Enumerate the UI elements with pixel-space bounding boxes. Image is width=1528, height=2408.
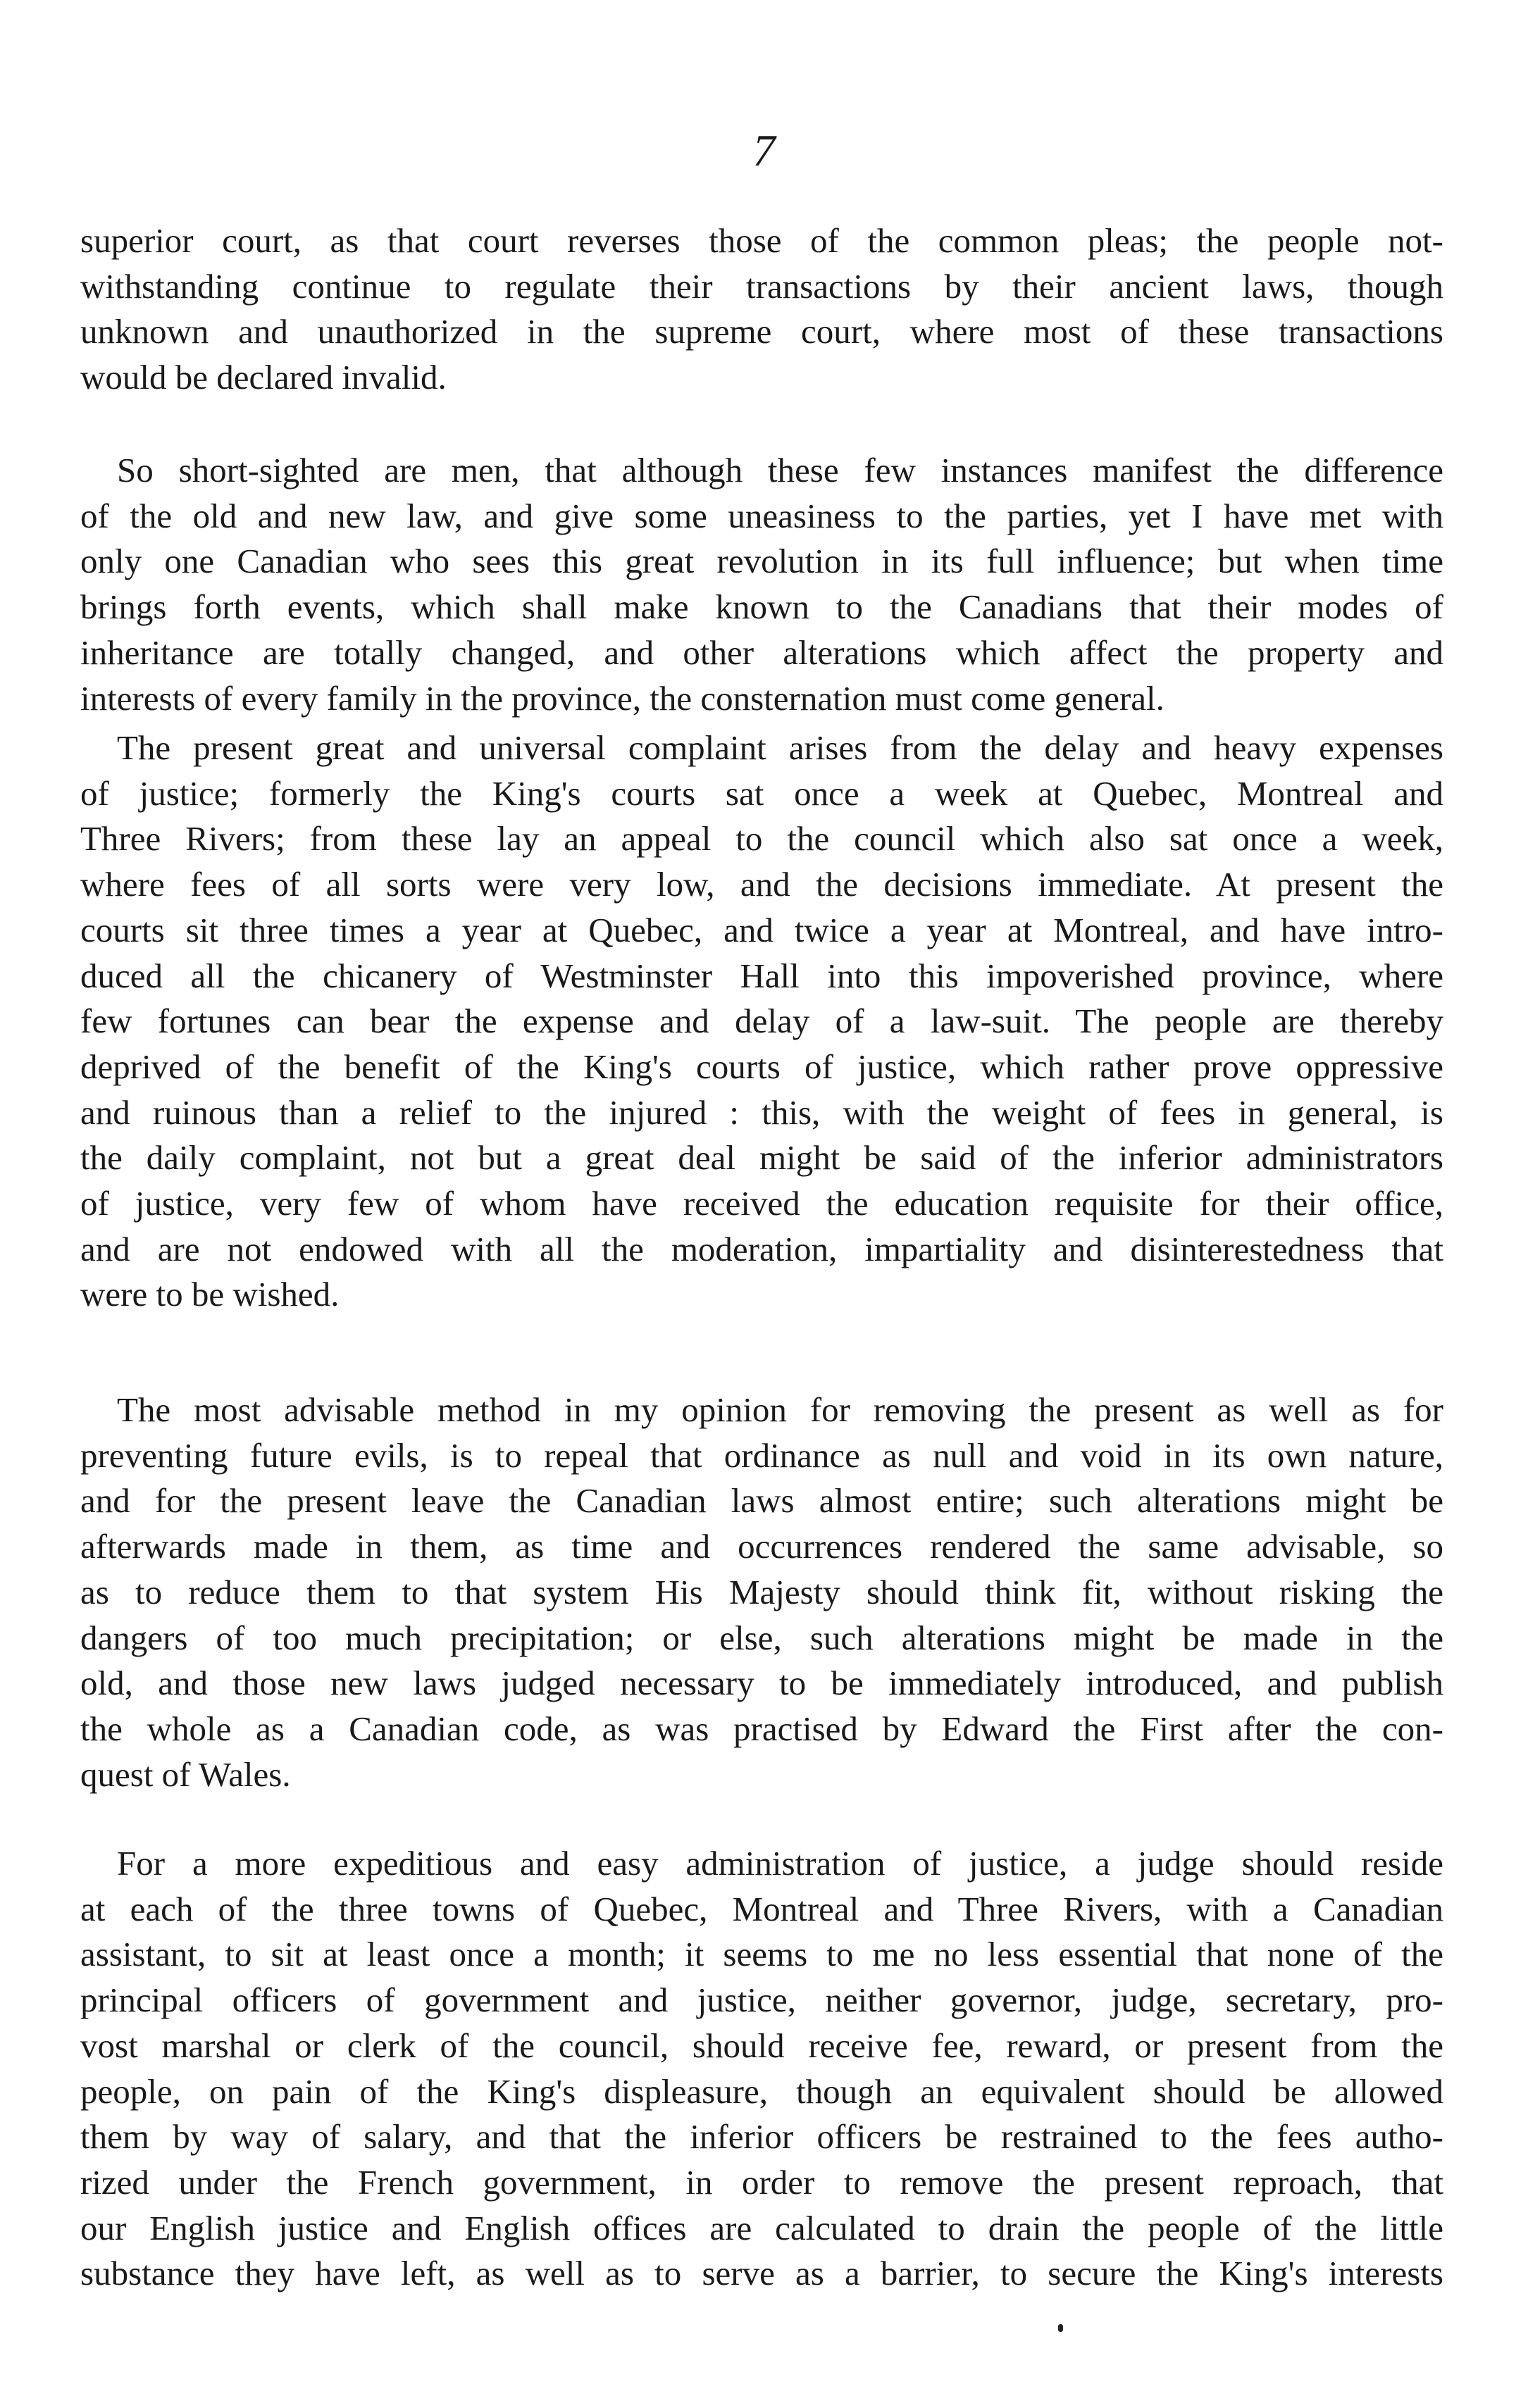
paragraph-text [80, 1387, 1443, 1797]
text-line: of the old and new law, and give some uneasiness to the parties, yet I have met with [80, 496, 1443, 535]
text-line: dangers of too much precipitation; or else, such alterations might be made in the [80, 1618, 1443, 1657]
paragraph-text [80, 448, 1443, 721]
text-line: substance they have left, as well as to serve as a barrier, to secure the King's interests [80, 2254, 1443, 2293]
text-line: people, on pain of the King's displeasure, though an equivalent should be allowed [80, 2071, 1443, 2111]
text-line: and are not endowed with all the moderation, impartiality and disinterestedness that [80, 1229, 1443, 1268]
paragraph-text [80, 1841, 1443, 2297]
text-line: Three Rivers; from these lay an appeal to the council which also sat once a week, [80, 819, 1443, 859]
text-line: and for the present leave the Canadian laws almost entire; such alterations might be [80, 1481, 1443, 1521]
text-line: duced all the chicanery of Westminster Hall into this impoverished province, where [80, 956, 1443, 995]
text-line: brings forth events, which shall make known to the Canadians that their modes of [80, 587, 1443, 627]
text-line: assistant, to sit at least once a month; it seems to me no less essential that none of the [80, 1935, 1443, 1974]
text-line: rized under the French government, in order to remove the present reproach, that [80, 2162, 1443, 2202]
paragraph-2 [80, 448, 1443, 721]
text-line: of justice, very few of whom have received the education requisite for their office, [80, 1184, 1443, 1223]
text-line: of justice; formerly the King's courts sat once a week at Quebec, Montreal and [80, 773, 1443, 813]
text-line: were to be wished. [80, 1275, 340, 1314]
page-number: 7 [752, 125, 776, 175]
text-line: at each of the three towns of Quebec, Montreal and Three Rivers, with a Canadian [80, 1889, 1443, 1928]
text-line: superior court, as that court reverses those of the common pleas; the people not- [80, 221, 1443, 260]
text-line: principal officers of government and justice, neither governor, judge, secretary, pro- [80, 1980, 1443, 2020]
text-line: the daily complaint, not but a great deal might be said of the inferior administrators [80, 1138, 1443, 1178]
text-line: would be declared invalid. [80, 358, 447, 397]
text-line: withstanding continue to regulate their transactions by their ancient laws, though [80, 266, 1443, 306]
text-line: inheritance are totally changed, and other alterations which affect the property and [80, 632, 1443, 672]
text-line: quest of Wales. [80, 1754, 291, 1794]
text-line: So short-sighted are men, that although these few instances manifest the difference [117, 451, 1443, 489]
text-line: courts sit three times a year at Quebec, and twice a year at Montreal, and have intro- [80, 910, 1443, 949]
text-line: our English justice and English offices are calculated to drain the people of the little [80, 2208, 1443, 2247]
text-line: unknown and unauthorized in the supreme court, where most of these transactions [80, 312, 1443, 351]
text-line: few fortunes can bear the expense and delay of a law-suit. The people are thereby [80, 1002, 1443, 1041]
paragraph-text [80, 218, 1443, 401]
text-line: preventing future evils, is to repeal that ordinance as null and void in its own nature, [80, 1435, 1443, 1475]
text-line: vost marshal or clerk of the council, should receive fee, reward, or present from the [80, 2026, 1443, 2065]
text-line: afterwards made in them, as time and occurrences rendered the same advisable, so [80, 1527, 1443, 1566]
paragraph-4 [80, 1387, 1443, 1797]
text-line: The present great and universal complaint arises from the delay and heavy expenses [117, 728, 1443, 767]
paragraph-5 [80, 1841, 1443, 2297]
text-line: the whole as a Canadian code, as was practised by Edward the First after the con- [80, 1709, 1443, 1748]
paragraph-1 [80, 218, 1443, 401]
text-line: only one Canadian who sees this great revolution in its full influence; but when time [80, 542, 1443, 581]
text-line: For a more expeditious and easy administration of justice, a judge should reside [117, 1844, 1443, 1883]
paragraph-text [80, 725, 1443, 1318]
text-line: and ruinous than a relief to the injured : this, with the weight of fees in general, is [80, 1092, 1443, 1132]
text-line: old, and those new laws judged necessary to be immediately introduced, and publish [80, 1664, 1443, 1703]
ink-mark [1058, 2324, 1063, 2332]
text-line: as to reduce them to that system His Majesty should think fit, without risking the [80, 1572, 1443, 1611]
text-line: The most advisable method in my opinion for removing the present as well as for [117, 1390, 1443, 1429]
text-line: deprived of the benefit of the King's courts of justice, which rather prove oppressive [80, 1047, 1443, 1086]
text-line: interests of every family in the province, the consternation must come general. [80, 678, 1164, 718]
text-line: them by way of salary, and that the inferior officers be restrained to the fees autho- [80, 2117, 1443, 2157]
text-line: where fees of all sorts were very low, and the decisions immediate. At present the [80, 865, 1443, 904]
paragraph-3 [80, 725, 1443, 1318]
